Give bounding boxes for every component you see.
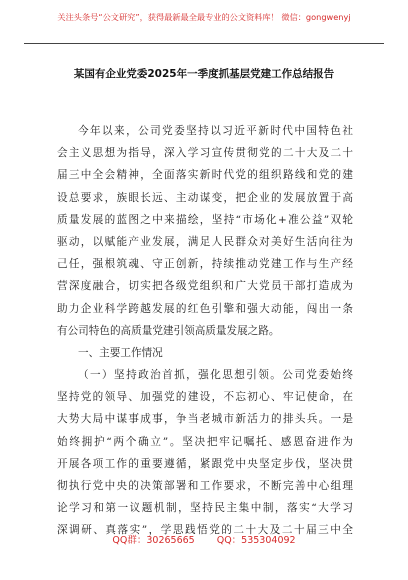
document-title: 某国有企业党委2025年一季度抓基层党建工作总结报告 bbox=[73, 68, 335, 80]
body-line: 今年以来，公司党委坚持以习近平新时代中国特色社 bbox=[78, 125, 353, 137]
body-line: 开展各项工作的重要遵循，紧跟党中央坚定步伐，坚决贯 bbox=[57, 457, 353, 470]
footer-contact bbox=[0, 532, 408, 546]
body-line: 有公司特色的高质量党建引领高质量发展之路。 bbox=[57, 324, 280, 337]
body-line: 届三中全会精神，全面落实新时代党的组织路线和党的建 bbox=[57, 169, 353, 182]
body-line: 质量发展的蓝图之中来描绘，坚持“市场化+准公益”双轮 bbox=[57, 213, 353, 226]
header-banner: 关注头条号“公文研究”，获得最新最全最专业的公文资料库！ 微信：gongwenyj bbox=[57, 12, 351, 22]
footer-qq: QQ：535304092 bbox=[216, 535, 296, 546]
body-line: 己任，强根筑魂、守正创新，持续推动党建工作与生产经 bbox=[57, 258, 353, 271]
body-line: 论学习和第一议题机制，坚持民主集中制，落实“大学习 bbox=[57, 502, 353, 515]
body-line: 深调研、真落实”，学思践悟党的二十大及二十届三中全 bbox=[57, 524, 353, 537]
body-line: （一）坚持政治首抓，强化思想引领。公司党委始终 bbox=[78, 369, 353, 382]
body-line: 坚持党的领导、加强党的建设，不忘初心、牢记使命，在 bbox=[57, 391, 353, 404]
body-line: 会主义思想为指导，深入学习宣传贯彻党的二十大及二十 bbox=[57, 147, 353, 160]
body-line: 始终拥护“两个确立”。坚决把牢记嘱托、感恩奋进作为 bbox=[57, 435, 353, 448]
body-line: 设总要求，族眼长远、主动谋变，把企业的发展放置于高 bbox=[57, 191, 353, 204]
body-line: 大势大局中谋事成事，争当老城市新活力的排头兵。一是 bbox=[57, 413, 353, 426]
header-divider bbox=[24, 43, 384, 44]
body-line: 彻执行党中央的决策部署和工作要求，不断完善中心组理 bbox=[57, 480, 353, 492]
body-line: 助力企业科学跨越发展的红色引擎和强大动能，闯出一条 bbox=[57, 302, 353, 315]
document-body bbox=[57, 120, 353, 542]
footer-qq-group: QQ群：30265665 bbox=[112, 535, 195, 546]
body-line: 营深度融合，切实把各级党组织和广大党员干部打造成为 bbox=[57, 280, 353, 293]
body-line: 驱动，以赋能产业发展，满足人民群众对美好生活向往为 bbox=[57, 235, 353, 248]
section-heading: 一、主要工作情况 bbox=[78, 346, 163, 359]
